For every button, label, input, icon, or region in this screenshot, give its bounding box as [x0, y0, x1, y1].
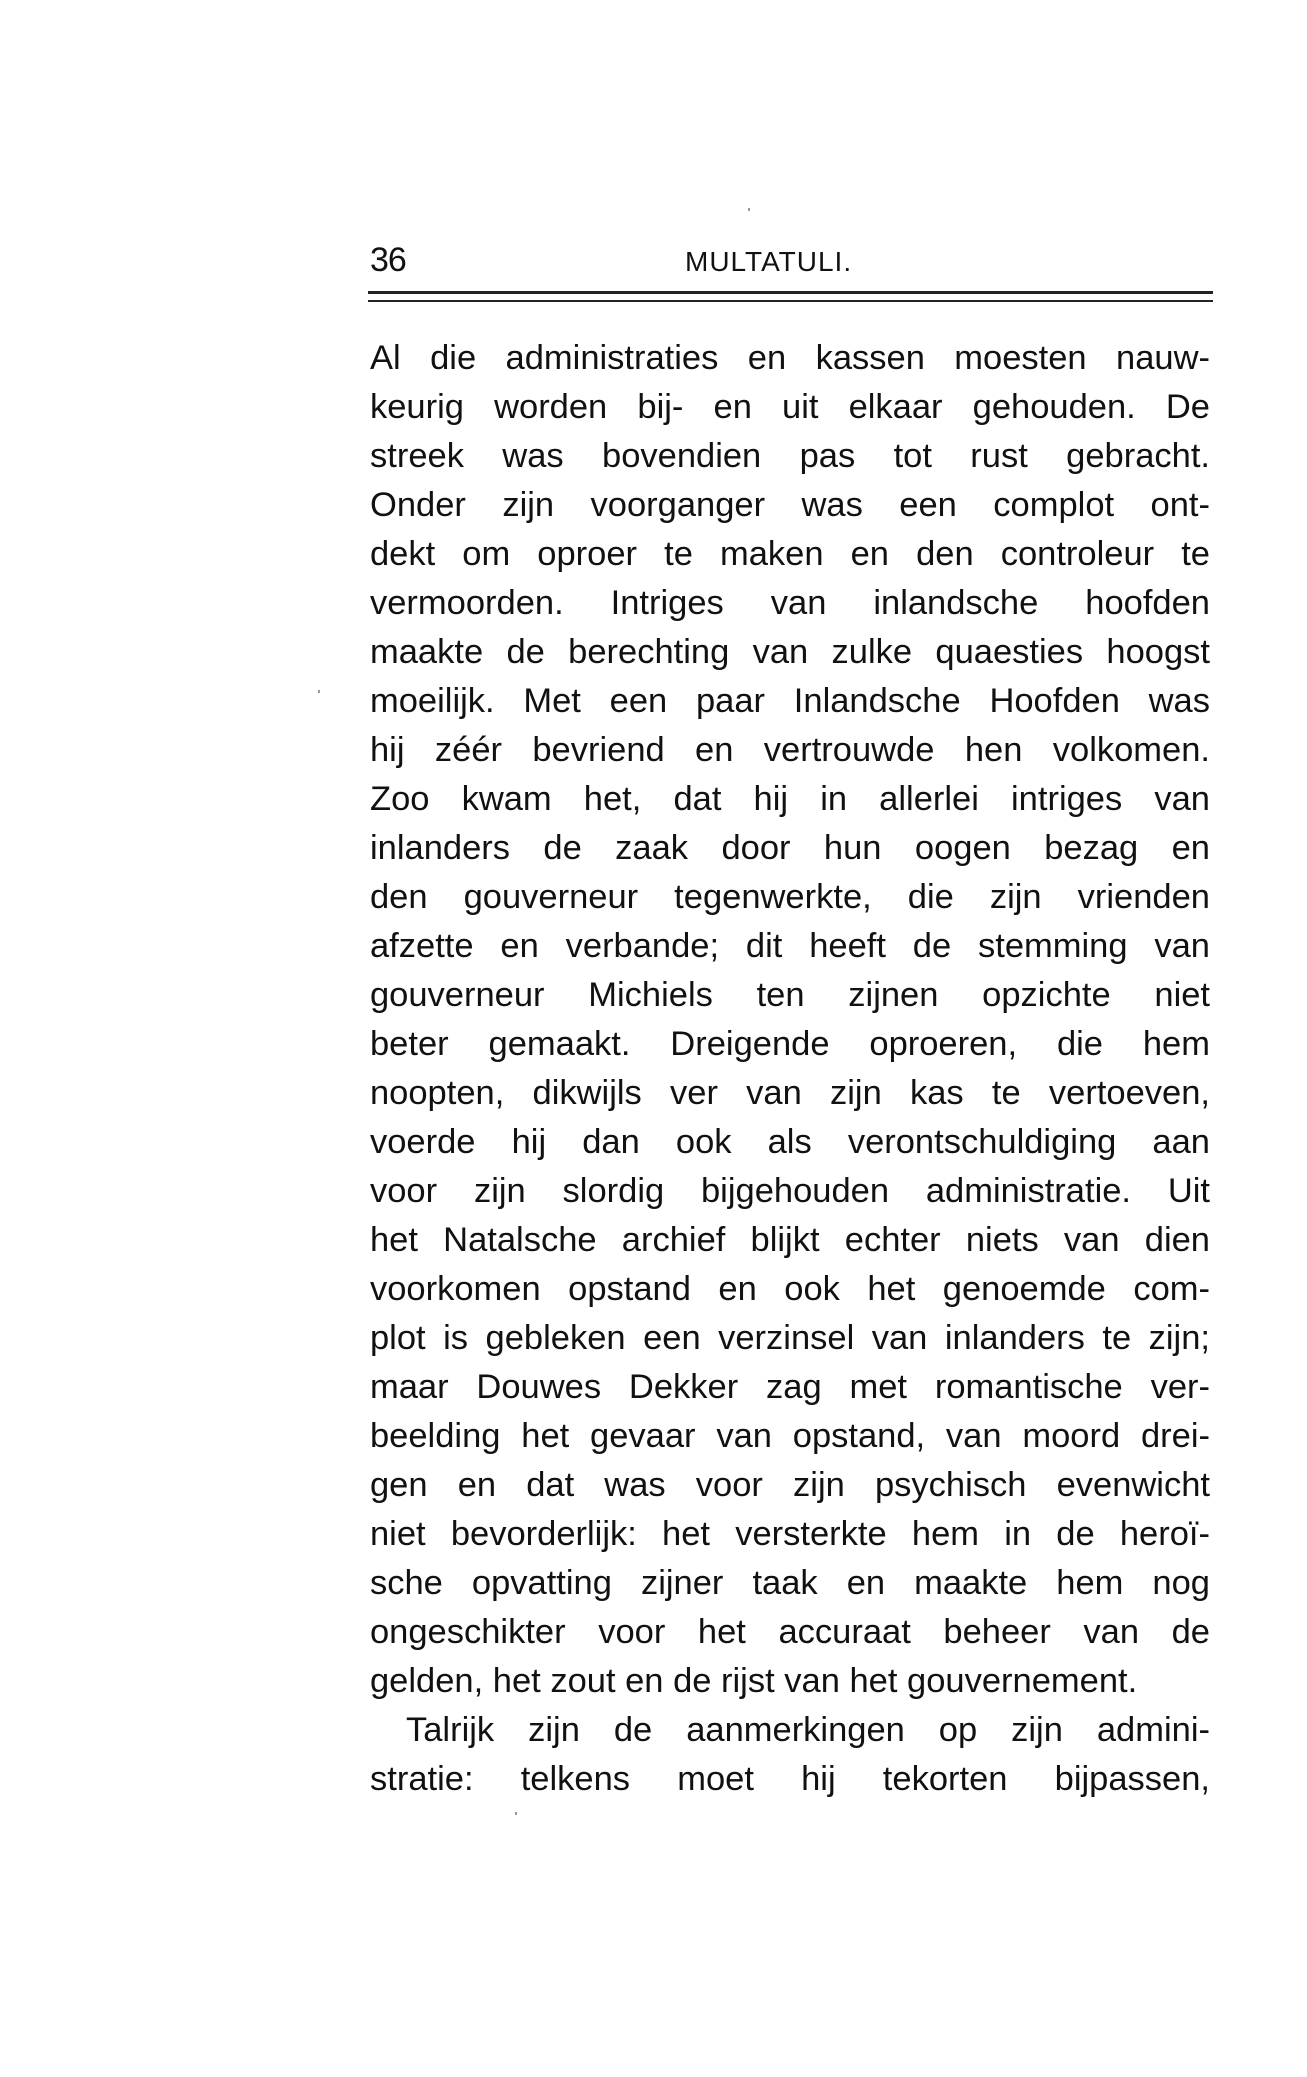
text-line: maakte de berechting van zulke quaesties hoogst — [370, 633, 1210, 671]
text-line: Onder zijn voorganger was een complot ont- — [370, 486, 1210, 524]
scan-speck — [515, 1812, 517, 1815]
text-line: Zoo kwam het, dat hij in allerlei intriges van — [370, 780, 1210, 818]
text-line: voorkomen opstand en ook het genoemde com- — [370, 1270, 1210, 1308]
text-line: dekt om oproer te maken en den controleur te — [370, 535, 1210, 573]
text-line: voor zijn slordig bijgehouden administratie. Uit — [370, 1172, 1210, 1210]
body-text — [370, 334, 1210, 1804]
text-line: keurig worden bij- en uit elkaar gehouden. De — [370, 388, 1210, 426]
text-line: niet bevorderlijk: het versterkte hem in de heroï- — [370, 1515, 1210, 1553]
text-line: voerde hij dan ook als verontschuldiging aan — [370, 1123, 1210, 1161]
header-rule-thin — [368, 300, 1213, 302]
text-line: den gouverneur tegenwerkte, die zijn vrienden — [370, 878, 1210, 916]
text-line: Al die administraties en kassen moesten nauw- — [370, 339, 1210, 377]
scan-speck — [318, 690, 320, 693]
running-head: MULTATULI. — [685, 246, 853, 277]
text-line: beelding het gevaar van opstand, van moord drei- — [370, 1417, 1210, 1455]
paragraph-end-line: gelden, het zout en de rijst van het gouvernement. — [370, 1662, 1138, 1700]
text-line: hij zéér bevriend en vertrouwde hen volkomen. — [370, 731, 1210, 769]
text-line: afzette en verbande; dit heeft de stemming van — [370, 927, 1210, 965]
text-line: stratie: telkens moet hij tekorten bijpassen, — [370, 1760, 1210, 1798]
text-line: vermoorden. Intriges van inlandsche hoofden — [370, 584, 1210, 622]
text-line: moeilijk. Met een paar Inlandsche Hoofden was — [370, 682, 1210, 720]
header-rule-thick — [368, 291, 1213, 294]
text-line: sche opvatting zijner taak en maakte hem nog — [370, 1564, 1210, 1602]
text-line: gen en dat was voor zijn psychisch evenwicht — [370, 1466, 1210, 1504]
text-line: streek was bovendien pas tot rust gebracht. — [370, 437, 1210, 475]
text-line: ongeschikter voor het accuraat beheer van de — [370, 1613, 1210, 1651]
text-line: beter gemaakt. Dreigende oproeren, die hem — [370, 1025, 1210, 1063]
text-line: plot is gebleken een verzinsel van inlanders te zijn; — [370, 1319, 1210, 1357]
text-line: het Natalsche archief blijkt echter niets van dien — [370, 1221, 1210, 1259]
text-line: noopten, dikwijls ver van zijn kas te vertoeven, — [370, 1074, 1210, 1112]
page-number: 36 — [370, 241, 406, 279]
page-header — [370, 238, 1210, 282]
text-line: gouverneur Michiels ten zijnen opzichte niet — [370, 976, 1210, 1014]
text-line: inlanders de zaak door hun oogen bezag en — [370, 829, 1210, 867]
text-line: maar Douwes Dekker zag met romantische ver- — [370, 1368, 1210, 1406]
paragraph-start-line: Talrijk zijn de aanmerkingen op zijn admini- — [406, 1711, 1210, 1749]
scan-speck — [748, 208, 750, 211]
